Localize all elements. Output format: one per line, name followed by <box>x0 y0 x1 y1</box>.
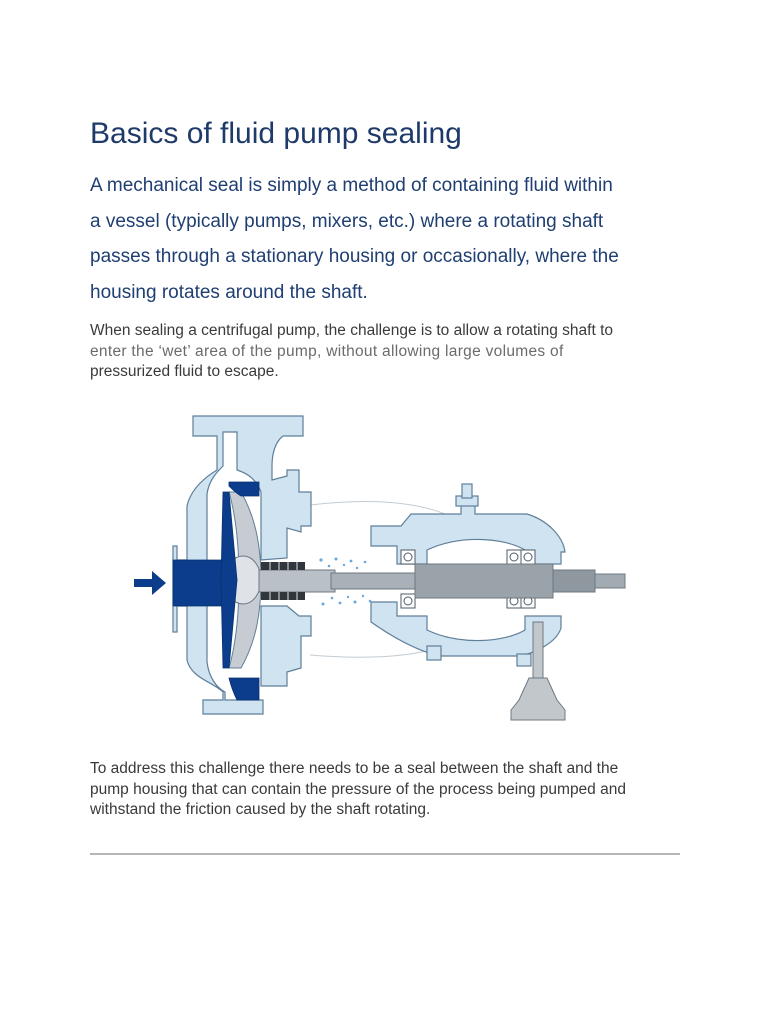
lead-line: a vessel (typically pumps, mixers, etc.) where a rotating shaft <box>90 210 604 232</box>
pump-cross-section-diagram <box>125 410 635 730</box>
outro-line: withstand the friction caused by the shaft rotating. <box>90 801 431 818</box>
rotating-shaft <box>259 564 625 598</box>
outro-line: pump housing that can contain the pressure of the process being pumped and <box>90 780 626 798</box>
section-divider <box>90 853 680 855</box>
intro-line: When sealing a centrifugal pump, the challenge is to allow a rotating shaft to <box>90 322 614 339</box>
lead-paragraph <box>90 168 690 310</box>
outro-paragraph <box>90 759 690 821</box>
outro-line: To address this challenge there needs to be a seal between the shaft and the <box>90 760 619 777</box>
intro-line: pressurized fluid to escape. <box>90 363 279 380</box>
lead-line: passes through a stationary housing or occasionally, where the <box>90 246 619 267</box>
intro-paragraph <box>90 321 690 383</box>
lead-line: housing rotates around the shaft. <box>90 281 368 303</box>
intro-line: enter the ‘wet’ area of the pump, without allowing large volumes of <box>90 342 564 360</box>
inlet-arrow-icon <box>134 571 166 595</box>
page-title: Basics of fluid pump sealing <box>90 117 462 150</box>
lead-line: A mechanical seal is simply a method of containing fluid within <box>90 175 613 196</box>
